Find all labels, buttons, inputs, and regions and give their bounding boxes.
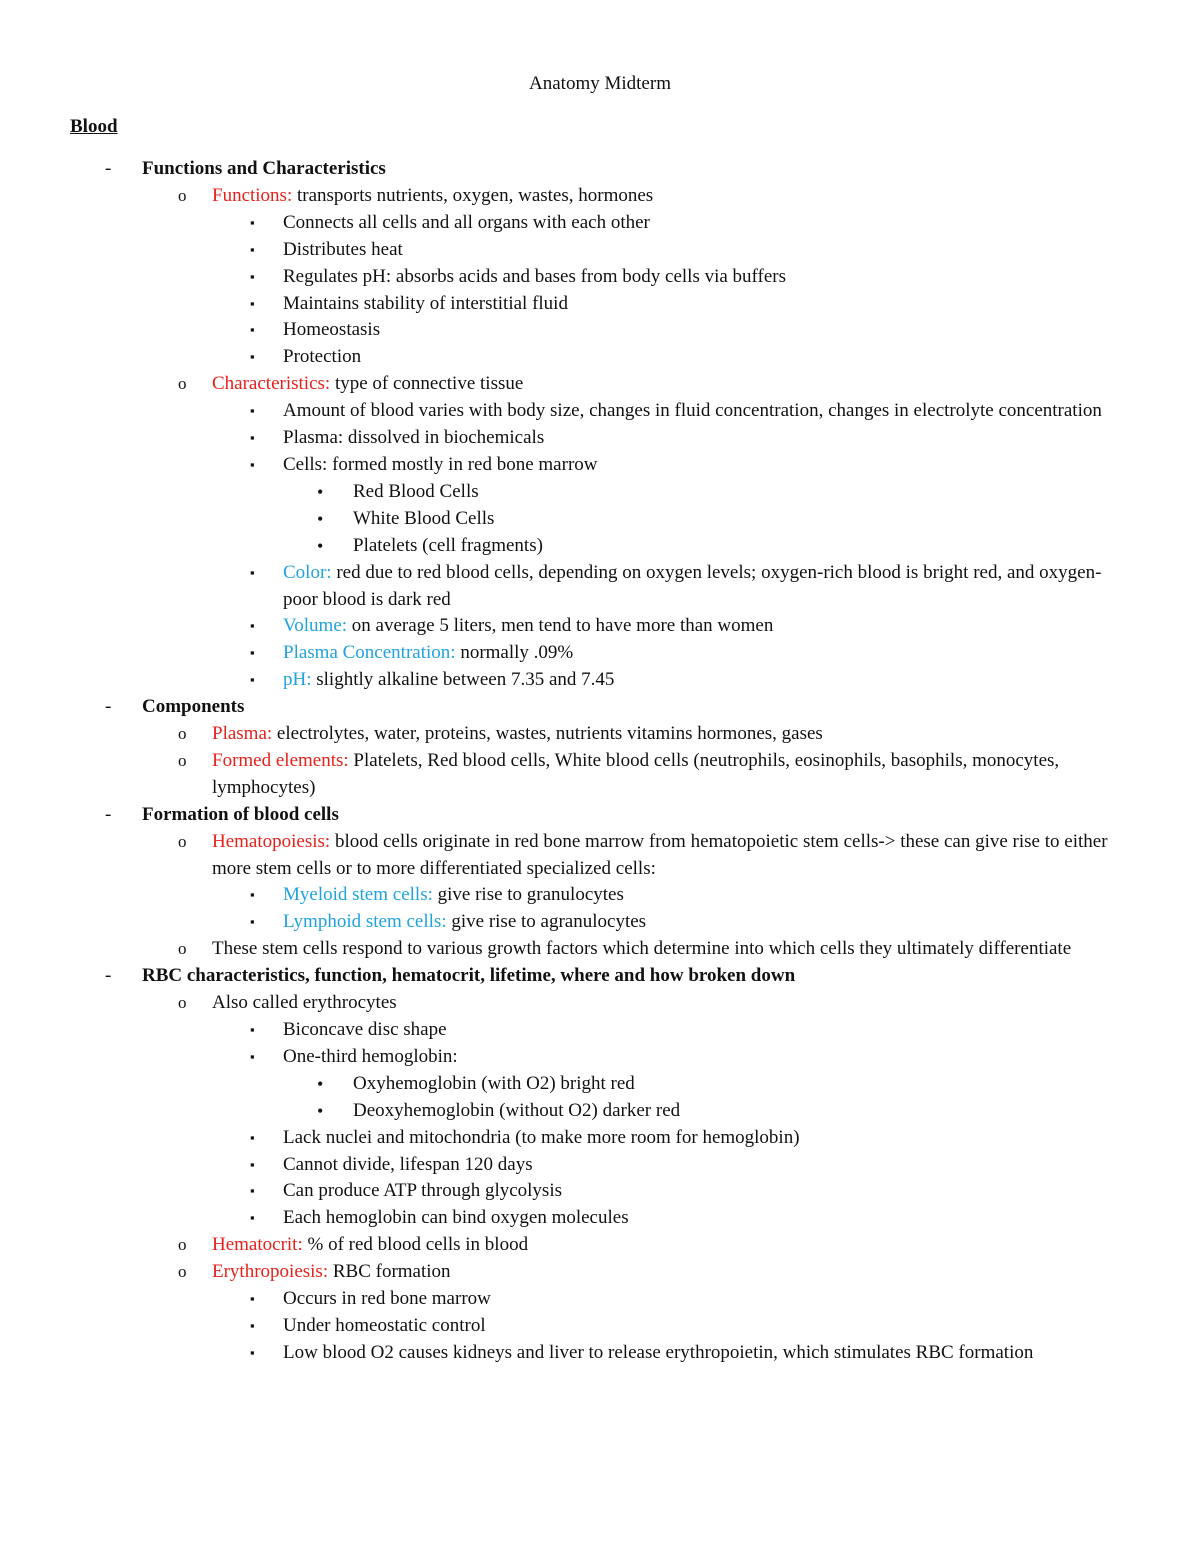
square-bullet-icon: ▪ [250, 1156, 255, 1172]
outline-text [283, 882, 1113, 909]
term-description: Biconcave disc shape [283, 1019, 447, 1040]
square-bullet-icon: ▪ [250, 1210, 255, 1226]
square-bullet-icon: ▪ [250, 295, 255, 311]
term-label: Hematocrit: [212, 1234, 303, 1256]
outline-sub-sub-item [0, 613, 1200, 640]
term-label: Characteristics: [212, 373, 331, 395]
term-description: slightly alkaline between 7.35 and 7.45 [311, 669, 615, 691]
dot-bullet-icon: • [317, 481, 324, 502]
square-bullet-icon: ▪ [250, 322, 255, 338]
circle-bullet-icon: o [178, 1262, 187, 1282]
outline-text [283, 1286, 1113, 1313]
outline-text [283, 909, 1113, 936]
square-bullet-icon: ▪ [250, 645, 255, 661]
outline-detail-item [0, 1098, 1200, 1125]
dot-bullet-icon: • [317, 1100, 324, 1121]
term-description: give rise to granulocytes [432, 884, 624, 906]
outline-text [283, 1152, 1113, 1179]
term-description: White Blood Cells [353, 507, 495, 529]
term-description: One-third hemoglobin: [283, 1045, 458, 1067]
circle-bullet-icon: o [178, 724, 187, 744]
square-bullet-icon: ▪ [250, 268, 255, 284]
outline-sub-item [0, 748, 1200, 802]
outline-sub-sub-item [0, 1205, 1200, 1232]
outline-text [283, 1205, 1113, 1232]
outline-sub-item [0, 183, 1200, 210]
term-label: Erythropoiesis: [212, 1261, 329, 1283]
term-description: Amount of blood varies with body size, changes in fluid concentration, changes in electrolyte concentration [283, 400, 1102, 422]
outline-text [283, 1178, 1113, 1205]
outline-sub-sub-item [0, 317, 1200, 344]
outline-text [142, 802, 1200, 829]
outline-text [212, 1232, 1122, 1259]
term-description: Cells: formed mostly in red bone marrow [283, 453, 598, 475]
outline-text [212, 1259, 1122, 1286]
dot-bullet-icon: • [317, 535, 324, 556]
square-bullet-icon: ▪ [250, 214, 255, 230]
outline-text [283, 1125, 1113, 1152]
term-description: Each hemoglobin can bind oxygen molecules [283, 1207, 629, 1229]
outline-text [283, 317, 1113, 344]
section-heading: Blood [70, 116, 118, 137]
term-description: Low blood O2 causes kidneys and liver to release erythropoietin, which stimulates RBC formation [283, 1341, 1034, 1363]
outline-text [283, 1017, 1113, 1044]
outline-sub-sub-item [0, 452, 1200, 479]
outline-sub-sub-item [0, 1340, 1200, 1367]
outline-detail-item [0, 533, 1200, 560]
circle-bullet-icon: o [178, 939, 187, 959]
square-bullet-icon: ▪ [250, 456, 255, 472]
dash-bullet-icon: - [105, 696, 112, 718]
outline-text [283, 1044, 1113, 1071]
outline-sub-sub-item [0, 1152, 1200, 1179]
term-description: red due to red blood cells, depending on oxygen levels; oxygen-rich blood is bright red, and oxygen-poor blood is dark red [283, 561, 1102, 610]
term-description: Platelets, Red blood cells, White blood cells (neutrophils, eosinophils, basophils, monocytes, lymphocytes) [212, 749, 1060, 798]
outline-text [212, 371, 1122, 398]
term-description: Can produce ATP through glycolysis [283, 1180, 562, 1202]
outline-sub-item [0, 936, 1200, 963]
outline-detail-item [0, 506, 1200, 533]
term-label: Plasma Concentration: [283, 642, 456, 664]
outline-text [283, 560, 1113, 614]
term-label: Myeloid stem cells: [283, 884, 433, 906]
outline-sub-sub-item [0, 1178, 1200, 1205]
outline-text [212, 721, 1122, 748]
outline-sub-sub-item [0, 291, 1200, 318]
outline-sub-item [0, 990, 1200, 1017]
term-description: Regulates pH: absorbs acids and bases from body cells via buffers [283, 265, 787, 287]
square-bullet-icon: ▪ [250, 1344, 255, 1360]
dash-bullet-icon: - [105, 158, 112, 179]
term-description: Occurs in red bone marrow [283, 1288, 491, 1310]
term-description: Red Blood Cells [353, 480, 479, 502]
outline-sub-item [0, 371, 1200, 398]
outline-text [212, 936, 1122, 963]
square-bullet-icon: ▪ [250, 914, 255, 930]
outline-text [283, 398, 1113, 425]
term-label: Hematopoiesis: [212, 830, 331, 852]
outline-text [353, 479, 1113, 506]
outline-text [142, 963, 1200, 990]
term-label: Functions: [212, 184, 293, 206]
term-description: transports nutrients, oxygen, wastes, hormones [292, 184, 654, 206]
square-bullet-icon: ▪ [250, 1129, 255, 1145]
square-bullet-icon: ▪ [250, 1183, 255, 1199]
outline-sub-sub-item [0, 1044, 1200, 1071]
outline-text [283, 264, 1113, 291]
term-description: Lack nuclei and mitochondria (to make more room for hemoglobin) [283, 1126, 800, 1148]
outline-text [353, 1071, 1113, 1098]
term-label: Volume: [283, 615, 348, 637]
outline-text [353, 506, 1113, 533]
outline-text [283, 640, 1113, 667]
dot-bullet-icon: • [317, 508, 324, 529]
outline-detail-item [0, 1071, 1200, 1098]
outline-heading-item [0, 802, 1200, 829]
square-bullet-icon: ▪ [250, 1048, 255, 1064]
outline-text [142, 694, 1200, 721]
outline-text [212, 183, 1122, 210]
outline-text [283, 1313, 1113, 1340]
outline-text [212, 748, 1122, 802]
term-description: Plasma: dissolved in biochemicals [283, 427, 545, 449]
term-description: Components [142, 696, 245, 718]
square-bullet-icon: ▪ [250, 349, 255, 365]
square-bullet-icon: ▪ [250, 241, 255, 257]
page-title: Anatomy Midterm [529, 73, 671, 94]
outline-sub-sub-item [0, 640, 1200, 667]
term-description: Distributes heat [283, 238, 403, 260]
outline-sub-sub-item [0, 909, 1200, 936]
outline-detail-item [0, 479, 1200, 506]
term-description: Also called erythrocytes [212, 992, 397, 1014]
outline-text [142, 156, 1200, 183]
term-description: Under homeostatic control [283, 1314, 486, 1336]
outline-sub-item [0, 1259, 1200, 1286]
outline-sub-item [0, 1232, 1200, 1259]
term-description: Formation of blood cells [142, 803, 339, 825]
outline-sub-item [0, 829, 1200, 883]
outline-sub-sub-item [0, 264, 1200, 291]
circle-bullet-icon: o [178, 185, 187, 205]
outline-text [283, 613, 1113, 640]
dot-bullet-icon: • [317, 1073, 324, 1094]
outline-sub-sub-item [0, 1017, 1200, 1044]
outline-text [283, 237, 1113, 264]
outline-text [283, 291, 1113, 318]
outline-sub-sub-item [0, 882, 1200, 909]
term-description: Protection [283, 346, 362, 368]
outline-sub-sub-item [0, 398, 1200, 425]
outline-text [212, 990, 1122, 1017]
outline-sub-sub-item [0, 1286, 1200, 1313]
circle-bullet-icon: o [178, 831, 187, 851]
term-description: normally .09% [455, 642, 574, 664]
term-description: RBC characteristics, function, hematocrit, lifetime, where and how broken down [142, 965, 796, 987]
term-description: These stem cells respond to various growth factors which determine into which cells they ultimately differentiate [212, 938, 1072, 960]
term-description: Functions and Characteristics [142, 158, 386, 179]
term-description: give rise to agranulocytes [446, 911, 647, 933]
dash-bullet-icon: - [105, 965, 112, 987]
term-description: Oxyhemoglobin (with O2) bright red [353, 1072, 635, 1094]
outline-text [283, 667, 1113, 694]
dash-bullet-icon: - [105, 803, 112, 825]
term-label: Plasma: [212, 723, 273, 745]
term-label: Formed elements: [212, 749, 349, 771]
outline-sub-sub-item [0, 560, 1200, 614]
outline-text [283, 344, 1113, 371]
outline-sub-sub-item [0, 1125, 1200, 1152]
term-description: Platelets (cell fragments) [353, 534, 543, 556]
square-bullet-icon: ▪ [250, 887, 255, 903]
term-label: Lymphoid stem cells: [283, 911, 447, 933]
outline-text [283, 1340, 1113, 1367]
outline-heading-item [0, 694, 1200, 721]
circle-bullet-icon: o [178, 750, 187, 770]
square-bullet-icon: ▪ [250, 564, 255, 580]
term-description: Deoxyhemoglobin (without O2) darker red [353, 1099, 681, 1121]
square-bullet-icon: ▪ [250, 1317, 255, 1333]
term-description: Maintains stability of interstitial fluid [283, 292, 568, 314]
outline-text [283, 210, 1113, 237]
outline-sub-sub-item [0, 1313, 1200, 1340]
term-description: Cannot divide, lifespan 120 days [283, 1153, 533, 1175]
square-bullet-icon: ▪ [250, 672, 255, 688]
term-description: blood cells originate in red bone marrow from hematopoietic stem cells-> these can give rise to either more stem cells or to more differentiated specialized cells: [212, 830, 1108, 879]
outline-sub-sub-item [0, 667, 1200, 694]
outline-text [283, 452, 1113, 479]
outline-sub-sub-item [0, 344, 1200, 371]
outline-text [212, 829, 1122, 883]
square-bullet-icon: ▪ [250, 618, 255, 634]
term-description: electrolytes, water, proteins, wastes, nutrients vitamins hormones, gases [272, 723, 823, 745]
outline-sub-sub-item [0, 210, 1200, 237]
term-description: % of red blood cells in blood [302, 1234, 529, 1256]
circle-bullet-icon: o [178, 993, 187, 1013]
term-description: Connects all cells and all organs with each other [283, 211, 650, 233]
term-description: type of connective tissue [330, 373, 524, 395]
term-label: pH: [283, 669, 312, 691]
term-label: Color: [283, 561, 332, 583]
outline-sub-item [0, 721, 1200, 748]
square-bullet-icon: ▪ [250, 403, 255, 419]
outline-sub-sub-item [0, 237, 1200, 264]
outline-heading-item [0, 963, 1200, 990]
outline-text [283, 425, 1113, 452]
outline-text [353, 533, 1113, 560]
outline-sub-sub-item [0, 425, 1200, 452]
square-bullet-icon: ▪ [250, 1022, 255, 1037]
square-bullet-icon: ▪ [250, 430, 255, 446]
term-description: RBC formation [328, 1261, 451, 1283]
circle-bullet-icon: o [178, 1235, 187, 1255]
square-bullet-icon: ▪ [250, 1291, 255, 1307]
circle-bullet-icon: o [178, 374, 187, 394]
outline-list [0, 156, 1200, 1367]
term-description: Homeostasis [283, 319, 381, 341]
outline-heading-item [0, 156, 1200, 183]
outline-text [353, 1098, 1113, 1125]
term-description: on average 5 liters, men tend to have more than women [347, 615, 774, 637]
